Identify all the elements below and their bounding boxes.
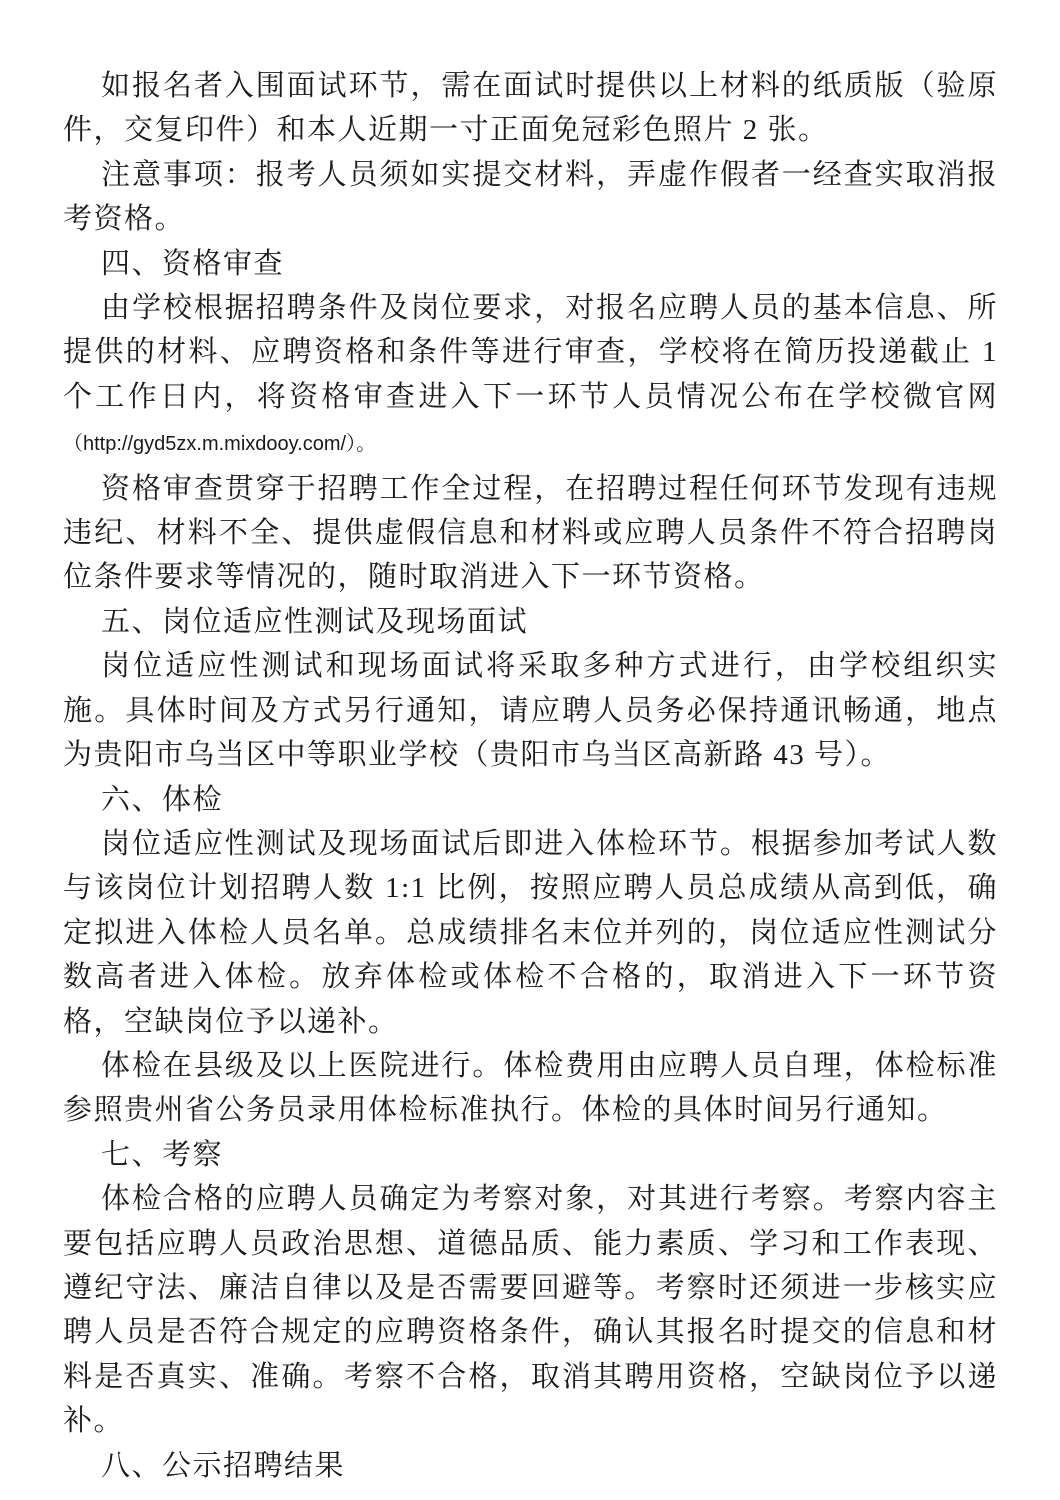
paragraph-qualification-review-process: [63, 286, 998, 467]
section-heading-4-qualification-review: 四、资格审查: [101, 247, 285, 280]
paragraph-inspection-details: 体检合格的应聘人员确定为考察对象，对其进行考察。考察内容主要包括应聘人员政治思想、道德品质、能力素质、学习和工作表现、遵纪守法、廉洁自律以及是否需要回避等。考察时还须进一步核实应聘人员是否符合规定的应聘资格条件，确认其报名时提交的信息和材料是否真实、准确。考察不合格，取消其聘用资格，空缺岗位予以递补。: [63, 1183, 998, 1438]
paragraph-review-throughout: 资格审查贯穿于招聘工作全过程，在招聘过程任何环节发现有违规违纪、材料不全、提供虚假信息和材料或应聘人员条件不符合招聘岗位条件要求等情况的，随时取消进入下一环节资格。: [63, 472, 998, 594]
paragraph-text: 由学校根据招聘条件及岗位要求，对报名应聘人员的基本信息、所提供的材料、应聘资格和条件等进行审查，学校将在简历投递截止 1 个工作日内，将资格审查进入下一环节人员情况公布在学校微官网: [63, 292, 998, 413]
school-website-url: （http://gyd5zx.m.mixdooy.com/）: [63, 433, 357, 456]
paragraph-physical-exam-selection: 岗位适应性测试及现场面试后即进入体检环节。根据参加考试人数与该岗位计划招聘人数 1:1 比例，按照应聘人员总成绩从高到低，确定拟进入体检人员名单。总成绩排名末位并列的，岗位适应性测试分数高者进入体检。放弃体检或体检不合格的，取消进入下一环节资格，空缺岗位予以递补。: [63, 827, 998, 1038]
paragraph-notice: 注意事项：报考人员须如实提交材料，弄虚作假者一经查实取消报考资格。: [63, 158, 998, 236]
paragraph-materials-onsite: 如报名者入围面试环节，需在面试时提供以上材料的纸质版（验原件，交复印件）和本人近期一寸正面免冠彩色照片 2 张。: [63, 70, 998, 147]
section-heading-8-publicity: 八、公示招聘结果: [101, 1449, 346, 1482]
paragraph-test-interview-details: 岗位适应性测试和现场面试将采取多种方式进行，由学校组织实施。具体时间及方式另行通知，请应聘人员务必保持通讯畅通，地点为贵阳市乌当区中等职业学校（贵阳市乌当区高新路 43 号）。: [63, 650, 998, 772]
section-heading-5-test-interview: 五、岗位适应性测试及现场面试: [101, 605, 529, 638]
paragraph-physical-exam-hospital: 体检在县级及以上医院进行。体检费用由应聘人员自理，体检标准参照贵州省公务员录用体检标准执行。体检的具体时间另行通知。: [63, 1049, 998, 1127]
sentence-period: 。: [356, 433, 377, 456]
section-heading-7-inspection: 七、考察: [101, 1138, 224, 1171]
section-heading-6-physical-exam: 六、体检: [101, 783, 224, 816]
